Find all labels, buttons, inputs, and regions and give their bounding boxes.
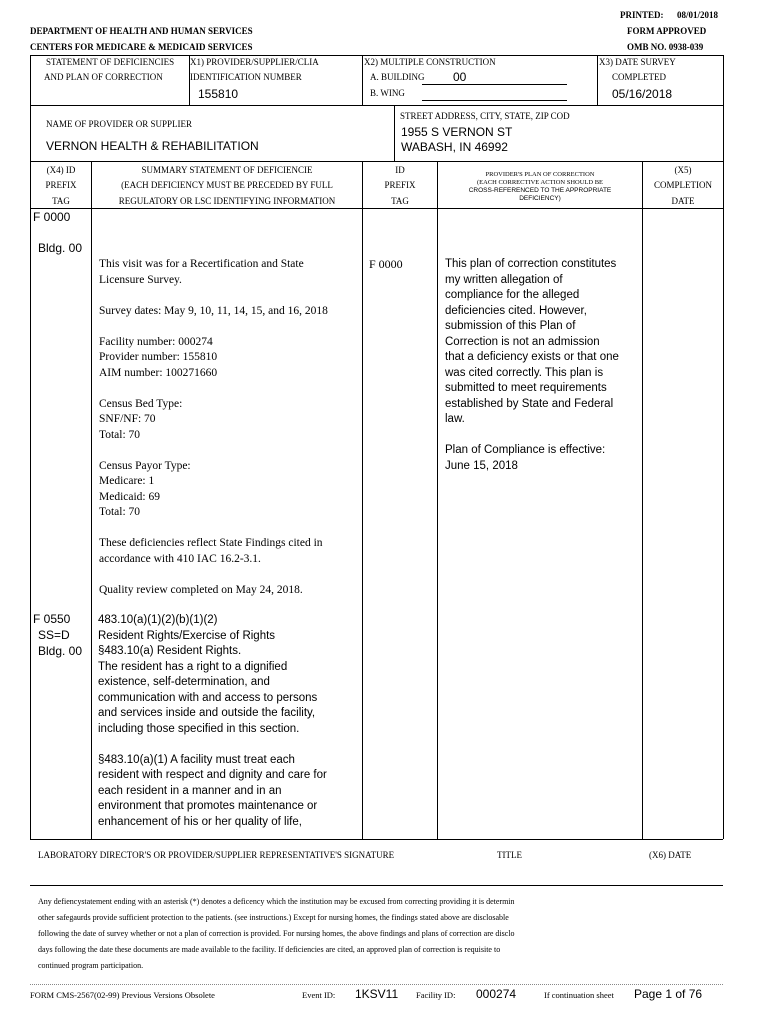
columns-header-bottom-border	[30, 208, 723, 209]
plan-line: Correction is not an admission	[445, 335, 600, 348]
statement-label: STATEMENT OF DEFICIENCIES	[46, 57, 175, 67]
plan-line: This plan of correction constitutes	[445, 258, 617, 270]
summary-line	[99, 521, 361, 537]
disclaimer-line: other safegaurds provide sufficient protection to the patients. (see instructions.) Except for nursing homes, the findings stated above are disclosable	[38, 913, 509, 922]
completed-label: COMPLETED	[612, 72, 666, 82]
x1-identification-label: IDENTIFICATION NUMBER	[190, 72, 302, 82]
wing-label: B. WING	[370, 88, 405, 98]
plan-line	[445, 428, 641, 444]
regulation-line: §483.10(a)(1) A facility must treat each	[98, 753, 295, 766]
completion-header: COMPLETION	[654, 180, 712, 190]
x3-left-border	[597, 55, 598, 105]
printed-date: 08/01/2018	[677, 10, 719, 20]
summary-line: Census Bed Type:	[99, 397, 183, 410]
regulation-line: each resident in a manner and in an	[98, 784, 282, 797]
id-header: ID	[395, 165, 405, 175]
building-value: 00	[453, 70, 467, 84]
form-number: FORM CMS-2567(02-99) Previous Versions Obsolete	[30, 990, 215, 1000]
title-label: TITLE	[497, 850, 522, 860]
id-tag-f0000: F 0000	[369, 257, 403, 271]
plan-line: compliance for the alleged	[445, 289, 580, 301]
regulation-line: including those specified in this section.	[98, 722, 300, 735]
x5-header: (X5)	[674, 165, 692, 175]
summary-line: Census Payor Type:	[99, 459, 191, 472]
summary-line: AIM number: 100271660	[99, 366, 218, 379]
col-divider-summary	[362, 161, 363, 839]
disclaimer-line: Any defiencystatement ending with an asterisk (*) denotes a deficency which the institution may be excused from correcting providing it is determin	[38, 897, 515, 906]
summary-line	[99, 381, 361, 397]
table-bottom-border	[30, 839, 723, 840]
plan-line: my written allegation of	[445, 273, 563, 286]
signature-label: LABORATORY DIRECTOR'S OR PROVIDER/SUPPLIER REPRESENTATIVE'S SIGNATURE	[38, 850, 395, 860]
disclaimer-text	[38, 894, 728, 974]
x1-label: X1) PROVIDER/SUPPLIER/CLIA	[190, 57, 319, 67]
regulation-line: existence, self-determination, and	[98, 676, 270, 688]
plan-header-line3: CROSS-REFERENCED TO THE APPROPRIATE	[468, 187, 612, 194]
form-approved-label: FORM APPROVED	[627, 26, 707, 36]
address-street: 1955 S VERNON ST	[401, 125, 513, 139]
col-divider-tag	[91, 161, 92, 839]
plan-line: submitted to meet requirements	[445, 382, 607, 394]
plan-of-correction-text	[445, 257, 641, 474]
plan-header-line2: (EACH CORRECTIVE ACTION SHOULD BE	[476, 179, 604, 186]
plan-line: that a deficiency exists or that one	[445, 351, 619, 363]
provider-name-label: NAME OF PROVIDER OR SUPPLIER	[46, 119, 193, 129]
right-border	[723, 55, 724, 839]
scope-severity: SS=D	[38, 628, 70, 642]
summary-header-line3: REGULATORY OR LSC IDENTIFYING INFORMATION	[118, 196, 336, 206]
plan-line: law.	[445, 413, 465, 425]
summary-line: Medicaid: 69	[99, 490, 160, 503]
summary-line: Quality review completed on May 24, 2018.	[99, 583, 303, 596]
department-title: DEPARTMENT OF HEALTH AND HUMAN SERVICES	[30, 26, 253, 36]
page-number: Page 1 of 76	[634, 987, 703, 1001]
col-divider-id	[437, 161, 438, 839]
plan-line: June 15, 2018	[445, 459, 518, 472]
building-tag-f0550: Bldg. 00	[38, 644, 83, 658]
x4-id-header: (X4) ID	[46, 165, 76, 175]
summary-line: Licensure Survey.	[99, 273, 182, 286]
columns-header-top-border	[30, 161, 723, 162]
summary-line: Total: 70	[99, 428, 141, 441]
plan-line: submission of this Plan of	[445, 320, 576, 332]
x3-label: X3) DATE SURVEY	[599, 57, 676, 67]
id-tag-header: TAG	[391, 196, 409, 206]
regulation-line: and services inside and outside the facility,	[98, 707, 316, 719]
regulation-line: Resident Rights/Exercise of Rights	[98, 629, 276, 642]
summary-line: Survey dates: May 9, 10, 11, 14, 15, and 16, 2018	[99, 304, 328, 317]
event-id-label: Event ID:	[302, 990, 336, 1000]
summary-line	[99, 567, 361, 583]
summary-line: accordance with 410 IAC 16.2-3.1.	[99, 552, 261, 565]
top-box-border	[30, 55, 723, 56]
summary-header: SUMMARY STATEMENT OF DEFICIENCIE	[141, 165, 313, 175]
disclaimer-line: days following the date these documents are made available to the facility. If deficiencies are cited, an approved plan of correction is requisite to	[38, 945, 501, 954]
printed-label: PRINTED:	[620, 10, 664, 20]
x2-label: X2) MULTIPLE CONSTRUCTION	[364, 57, 496, 67]
x4-tag-header: TAG	[52, 196, 70, 206]
provider-row-top-border	[30, 105, 723, 106]
address-label: STREET ADDRESS, CITY, STATE, ZIP COD	[400, 111, 570, 121]
plan-of-correction-label: AND PLAN OF CORRECTION	[44, 72, 163, 82]
regulation-line: 483.10(a)(1)(2)(b)(1)(2)	[98, 614, 218, 626]
summary-text-block	[99, 257, 361, 598]
summary-line	[99, 319, 361, 335]
plan-line: deficiencies cited. However,	[445, 304, 587, 317]
omb-number: OMB NO. 0938-039	[627, 42, 704, 52]
summary-line: SNF/NF: 70	[99, 413, 156, 425]
plan-header-line4: DEFICIENCY)	[519, 195, 561, 202]
regulation-line: resident with respect and dignity and care for	[98, 769, 327, 781]
summary-line	[99, 443, 361, 459]
date-header: DATE	[671, 196, 695, 206]
regulation-line: enhancement of his or her quality of life,	[98, 815, 302, 828]
disclaimer-line: following the date of survey whether or not a plan of correction is provided. For nursing homes, the above findings and plans of correction are disclo	[38, 929, 515, 938]
summary-line: These deficiencies reflect State Findings cited in	[99, 537, 323, 549]
summary-line: Total: 70	[99, 506, 141, 518]
col-divider-plan	[642, 161, 643, 839]
tag-f0550: F 0550	[33, 612, 71, 626]
footer-separator	[30, 984, 723, 985]
x4-prefix-header: PREFIX	[45, 180, 77, 190]
disclaimer-line: continued program participation.	[38, 961, 144, 970]
facility-id-value: 000274	[476, 987, 517, 1001]
regulation-line: environment that promotes maintenance or	[98, 800, 318, 812]
plan-line: was cited correctly. This plan is	[445, 366, 604, 379]
tag-f0000: F 0000	[33, 210, 71, 224]
regulation-line: §483.10(a) Resident Rights.	[98, 645, 242, 657]
signature-bottom-border	[30, 885, 723, 886]
survey-date-value: 05/16/2018	[612, 87, 673, 101]
provider-name-value: VERNON HEALTH & REHABILITATION	[46, 139, 259, 153]
plan-header: PROVIDER'S PLAN OF CORRECTION	[485, 171, 595, 178]
building-label: A. BUILDING	[370, 72, 425, 82]
regulation-line	[98, 737, 360, 753]
address-city: WABASH, IN 46992	[401, 140, 508, 154]
wing-underline	[422, 100, 567, 101]
regulation-line: communication with and access to persons	[98, 691, 318, 704]
summary-line	[99, 288, 361, 304]
summary-header-line2: (EACH DEFICIENCY MUST BE PRECEDED BY FULL	[121, 180, 333, 190]
facility-id-label: Facility ID:	[416, 990, 456, 1000]
summary-line: This visit was for a Recertification and State	[99, 258, 304, 270]
regulation-line: The resident has a right to a dignified	[98, 660, 288, 673]
provider-number-value: 155810	[198, 87, 239, 101]
continuation-label: If continuation sheet	[544, 990, 614, 1000]
summary-line: Provider number: 155810	[99, 351, 218, 363]
building-tag: Bldg. 00	[38, 241, 83, 255]
id-prefix-header: PREFIX	[384, 180, 416, 190]
plan-line: established by State and Federal	[445, 397, 614, 410]
x2-left-border	[362, 55, 363, 105]
centers-title: CENTERS FOR MEDICARE & MEDICAID SERVICES	[30, 42, 253, 52]
building-underline	[422, 84, 567, 85]
summary-line: Medicare: 1	[99, 475, 155, 487]
summary-line: Facility number: 000274	[99, 335, 213, 348]
event-id-value: 1KSV11	[355, 987, 399, 1001]
regulation-text-block	[98, 613, 360, 830]
plan-line: Plan of Compliance is effective:	[445, 444, 606, 456]
address-left-border	[394, 105, 395, 161]
x6-date-label: (X6) DATE	[649, 850, 692, 860]
